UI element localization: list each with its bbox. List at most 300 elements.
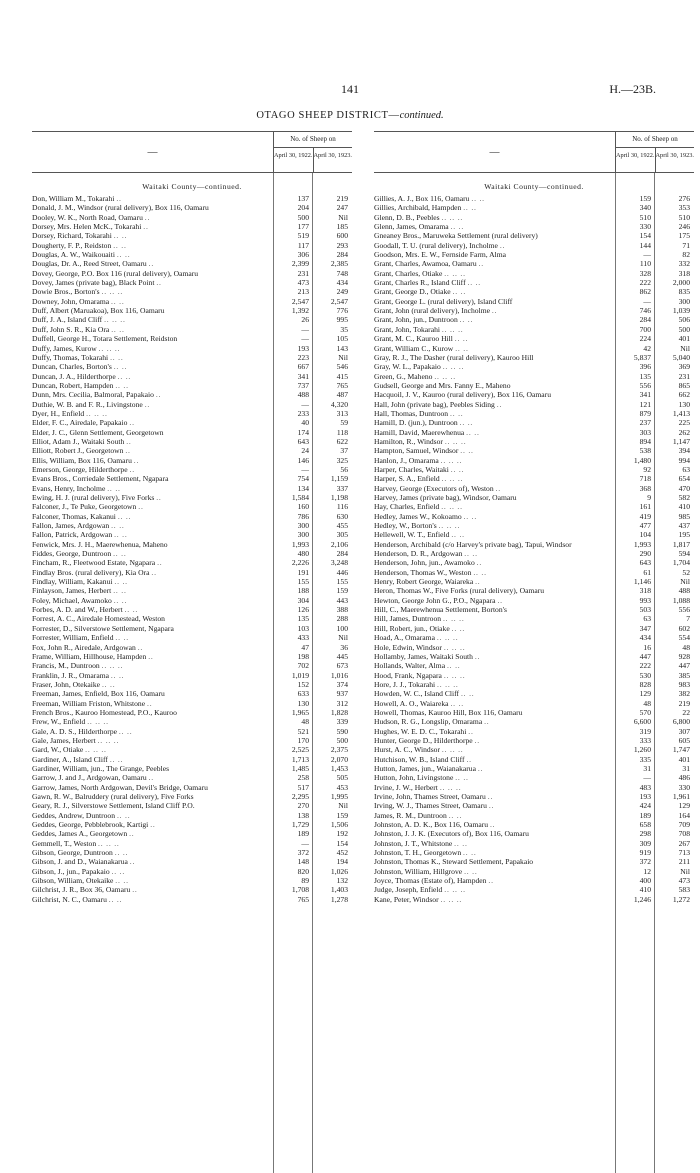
sheep-1922: 510 [639,212,651,222]
table-row [32,773,352,782]
table-row [374,259,694,268]
sheep-1922: 31 [643,763,651,773]
owner-text: Forrester, D., Silverstowe Settlement, Ngapara [32,623,174,633]
leader-dots: .. .. .. [444,268,466,278]
owner-name [374,614,616,623]
sheep-1923: 713 [678,848,690,858]
table-row [374,699,694,708]
sheep-1923: 300 [678,296,690,306]
sheep-1922: 144 [639,240,651,250]
leader-dots: .. .. [463,848,477,858]
owner-name [32,614,274,623]
leader-dots: .. [144,399,151,409]
leader-dots: .. [143,222,149,232]
leader-dots: .. .. .. [87,717,109,727]
table-row [32,512,352,521]
sheep-1922: 488 [297,390,309,400]
sheep-1922: 126 [297,605,309,615]
sheep-1923: 159 [336,586,348,596]
owner-name [374,699,616,708]
leader-dots: .. [126,436,132,446]
sheep-1923: 35 [340,324,348,334]
sheep-1922: 341 [297,371,309,381]
table-row [32,671,352,680]
owner-name [374,353,616,362]
leader-dots: .. [138,502,144,512]
owner-name [374,362,616,371]
sheep-1922: 1,480 [633,455,651,465]
sheep-1922: 24 [301,446,309,456]
owner-name [32,605,274,614]
owner-text: Hanlon, J., Omarama [374,455,439,465]
leader-dots: .. .. [464,866,478,876]
sheep-1922: 341 [639,390,651,400]
table-row [374,194,694,203]
sheep-1922: — [301,334,309,344]
sheep-1923: 52 [682,567,690,577]
table-row [374,577,694,586]
sheep-1923: 5,040 [672,352,690,362]
table-row [374,456,694,465]
owner-text: Findlay, William, Kakanui [32,577,113,587]
leader-dots: .. .. .. [442,614,465,624]
owner-text: Green, G., Maheno [374,371,433,381]
table-row [32,829,352,838]
sheep-1923: 415 [336,371,348,381]
owner-name [374,372,616,381]
owner-text: Evans Bros., Corriedale Settlement, Ngapara [32,474,169,484]
sheep-1923: 654 [678,474,690,484]
owner-text: Francis, M., Duntroon [32,661,100,671]
table-row [32,717,352,726]
owner-text: Grant, Charles R., Island Cliff [374,278,466,288]
owner-name [374,325,616,334]
sheep-1923: 267 [678,838,690,848]
leader-dots: .. .. [450,222,465,232]
leader-dots: .. [487,792,494,801]
owner-text: Dyer, H., Enfield [32,408,85,418]
sheep-1922: 213 [297,287,309,297]
leader-dots: .. .. [111,296,125,306]
sheep-1923: 708 [678,829,690,839]
owner-name [32,764,274,773]
sheep-1922: 177 [297,222,309,232]
sheep-1923: 1,995 [330,792,348,801]
owner-name [32,671,274,680]
leader-dots: .. .. .. [98,838,120,848]
owner-name [32,521,274,530]
owner-text: Gray, W. L., Papakaio [374,362,441,372]
sheep-1922: 48 [301,717,309,727]
sheep-1922: 92 [643,464,651,474]
sheep-1922: 135 [639,371,651,381]
owner-name [32,727,274,736]
owner-name [374,344,616,353]
owner-name [32,652,274,661]
table-row [374,895,694,904]
owner-text: Fox, John R., Airedale, Ardgowan [32,642,136,652]
sheep-1922: 138 [297,810,309,820]
table-row [32,848,352,857]
table-row [374,297,694,306]
owner-text: Hamill, David, Maerewhenua [374,427,465,437]
owner-text: Gard, W., Otiake [32,745,84,755]
sheep-1922: 862 [639,287,651,297]
sheep-1922: 530 [639,670,651,680]
owner-name [374,745,616,754]
owner-name [374,792,616,801]
table-row [32,885,352,894]
owner-text: Hedley, W., Borton's [374,521,437,531]
owner-name [32,540,274,549]
owner-text: Hoad, A., Omarama [374,633,435,643]
leader-dots: .. .. [110,670,125,680]
table-row [374,241,694,250]
sheep-1923: 318 [678,268,690,278]
sheep-1923: 2,070 [330,754,348,764]
table-row [32,353,352,362]
leader-dots: .. .. [450,408,464,418]
leader-dots: .. .. .. [441,502,463,512]
sheep-1923: 401 [678,334,690,344]
owner-text: Gardiner, A., Island Cliff [32,754,108,764]
sheep-1922: 198 [297,651,309,661]
leader-dots: .. .. [116,810,131,820]
sheep-1922: 258 [297,773,309,783]
sheep-1923: 195 [678,530,690,540]
owner-name [374,857,616,866]
owner-text: Frame, William, Hillhouse, Hampden [32,651,147,661]
owner-text: Hay, Charles, Enfield [374,502,440,512]
owner-text: Grant, M. C., Kauroo Hill [374,334,453,344]
owner-name [374,689,616,698]
owner-text: Goodall, T. U. (rural delivery), Incholme [374,240,498,250]
owner-name [32,353,274,362]
leader-dots: .. .. .. [443,642,466,652]
owner-text: Geddes, Andrew, Duntroon [32,810,116,820]
owner-text: Glenn, D. B., Peebles [374,212,440,222]
sheep-1923: 71 [682,240,690,250]
table-row [32,708,352,717]
owner-text: Gale, James, Herbert [32,735,96,745]
owner-name [32,773,274,782]
owner-name [374,549,616,558]
owner-name [374,885,616,894]
table-row [374,306,694,315]
sheep-1923: 185 [336,222,348,232]
sheep-1923: 1,506 [330,820,348,830]
sheep-1923: 154 [336,838,348,848]
owner-name [32,839,274,848]
owner-text: Fallon, James, Ardgowan [32,521,110,531]
sheep-1922: 1,965 [291,707,309,717]
owner-name [32,315,274,324]
leader-dots: .. .. .. [101,287,124,297]
sheep-1922: 1,392 [291,306,309,316]
leader-dots: .. .. .. [441,474,464,484]
sheep-1922: — [301,464,309,474]
sheep-1922: 193 [639,792,651,801]
sheep-1922: 48 [643,698,651,708]
sheep-1923: 82 [682,250,690,260]
owner-text: Johnston, Thomas K., Steward Settlement, Papakaio [374,857,534,867]
owner-text: Hill, C., Maerewhenua Settlement, Borton's [374,605,507,615]
sheep-1922: 746 [639,306,651,316]
sheep-1923: 1,747 [672,745,690,755]
sheep-1923: 36 [340,642,348,652]
owner-text: Gilchrist, J. R., Box 36, Oamaru [32,885,131,895]
table-row [32,400,352,409]
owner-text: Geddes, James A., Georgetown [32,829,128,839]
table-row [374,231,694,240]
table-row [32,502,352,511]
table-row [32,586,352,595]
sheep-1922: 135 [297,614,309,624]
table-row [32,745,352,754]
page-number: 141 [341,82,359,96]
sheep-1922: 786 [297,511,309,521]
sheep-1922: 424 [639,801,651,811]
owner-name [374,736,616,745]
sheep-1923: 446 [336,567,348,577]
sheep-1923: 556 [678,605,690,615]
table-row [32,596,352,605]
table-row [32,876,352,885]
table-row [32,811,352,820]
owner-text: Garrow, J. and J., Ardgowan, Oamaru [32,773,147,783]
sheep-1923: 605 [678,735,690,745]
sheep-1923: 118 [336,427,348,437]
sheep-1922: 129 [639,689,651,699]
owner-name [32,633,274,642]
sheep-1922: 658 [639,820,651,830]
owner-text: Evans, Henry, Incholme [32,483,106,493]
owner-text: Johnston, William, Hillgrove [374,866,463,876]
sheep-1923: 622 [336,436,348,446]
owner-name [32,400,274,409]
sheep-1923: 143 [336,343,348,353]
sheep-1922: 2,226 [291,558,309,568]
sheep-1922: 521 [297,726,309,736]
table-row [32,269,352,278]
sheep-1923: 1,817 [672,539,690,549]
owner-name [374,839,616,848]
sheep-1922: 26 [301,315,309,325]
sheep-1923: 554 [678,633,690,643]
owner-name [374,418,616,427]
owner-name [32,530,274,539]
table-row [374,353,694,362]
owner-text: Hamilton, R., Windsor [374,436,443,446]
leader-dots: .. .. .. [437,679,459,689]
owner-name [374,624,616,633]
owner-text: Dorsey, Mrs. Helen McK., Tokarahi [32,222,142,232]
owner-text: Downey, John, Omarama [32,296,110,306]
sheep-1923: 48 [682,642,690,652]
leader-dots: .. [474,651,481,661]
leader-dots: .. [495,483,501,493]
leader-dots: .. .. .. [440,455,463,465]
sheep-1923: 175 [678,231,690,241]
name-column-header: — [489,146,500,158]
sheep-1923: Nil [338,801,348,811]
leader-dots: .. [477,763,484,773]
owner-text: Gawn, R. W., Balruddery (rural delivery), Five Forks [32,792,194,801]
table-row [374,876,694,885]
leader-dots: .. .. [454,838,468,848]
leader-dots: .. .. .. [441,212,464,222]
leader-dots: .. [148,773,154,783]
sheep-1923: 1,453 [330,763,348,773]
table-row [374,409,694,418]
sheep-1923: 2,375 [330,745,348,755]
sheep-1923: 995 [336,315,348,325]
sheep-1923: 447 [678,661,690,671]
name-column-header: — [147,146,158,158]
table-row [374,717,694,726]
sheep-1923: 194 [336,857,348,867]
table-row [374,493,694,502]
owner-text: Henry, Robert George, Waiareka [374,577,474,587]
owner-text: Duff, Albert (Maruakoa), Box 116, Oamaru [32,306,165,316]
table-row [374,652,694,661]
owner-name [32,661,274,670]
sheep-1923: 983 [678,679,690,689]
sheep-1923: 583 [678,885,690,895]
sheep-1923: 488 [678,586,690,596]
sheep-1922: 754 [297,474,309,484]
sheep-1922: 340 [639,203,651,213]
sheep-1923: 2,000 [672,278,690,288]
owner-name [374,231,616,240]
owner-name [32,586,274,595]
leader-dots: .. [150,820,156,830]
owner-name [374,259,616,268]
leader-dots: .. [148,259,155,269]
owner-text: Falconer, Thomas, Kakanui [32,511,116,521]
owner-text: Howell, A. O., Waiareka [374,698,449,708]
sheep-1923: 2,106 [330,539,348,549]
sheep-1922: 104 [639,530,651,540]
table-row [32,755,352,764]
sheep-1923: Nil [338,352,348,362]
owner-text: Fraser, John, Otekaike [32,679,101,689]
table-row [374,315,694,324]
sheep-1922: 473 [297,278,309,288]
table-row [32,605,352,614]
leader-dots: .. .. [473,567,487,577]
leader-dots: .. .. [111,324,125,334]
table-row [374,867,694,876]
sheep-1922: 538 [639,446,651,456]
owner-text: Johnston, A. D. K., Box 116, Oamaru [374,820,489,830]
table-row [32,493,352,502]
table-row [374,773,694,782]
leader-dots: .. [151,567,157,577]
owner-name [374,474,616,483]
sheep-1922: — [643,296,651,306]
leader-dots: .. [499,240,506,250]
sheep-1922: 40 [301,418,309,428]
owner-name [32,792,274,801]
section-heading: Waitaki County—continued. [484,182,584,191]
owner-name [32,857,274,866]
owner-name [374,586,616,595]
owner-text: French Bros., Kauroo Homestead, P.O., Kauroo [32,707,177,717]
leader-dots: .. .. .. [98,343,121,353]
owner-name [32,409,274,418]
sheep-1923: 500 [678,324,690,334]
sheep-1923: 3,248 [330,558,348,568]
sheep-1923: 374 [336,679,348,689]
table-row [32,736,352,745]
table-row [374,428,694,437]
owner-text: Hill, Robert, jun., Otiake [374,623,450,633]
table-row [32,287,352,296]
table-row [32,530,352,539]
owner-name [374,755,616,764]
sheep-1922: 134 [297,483,309,493]
owner-text: Fiddes, George, Duntroon [32,549,112,559]
owner-name [32,549,274,558]
sheep-1923: 748 [336,268,348,278]
sheep-1922: — [643,250,651,260]
owner-text: Forrester, William, Enfield [32,633,114,643]
table-row [32,446,352,455]
leader-dots: .. .. [111,521,125,531]
sheep-1922: 372 [639,857,651,867]
sheep-1923: 1,278 [330,894,348,904]
table-row [32,372,352,381]
sheep-1922: 333 [639,735,651,745]
table-row [374,736,694,745]
owner-text: Duffy, Thomas, Tokarahi [32,352,109,362]
table-row [32,390,352,399]
sheep-1922: 330 [639,222,651,232]
sheep-1922: 233 [297,408,309,418]
owner-name [32,437,274,446]
owner-text: Geary, R. J., Silverstowe Settlement, Island Cliff P.O. [32,801,195,811]
owner-name [374,633,616,642]
sheep-1923: 434 [336,278,348,288]
owner-name [32,287,274,296]
sheep-1923: 835 [678,287,690,297]
title-main: OTAGO SHEEP DISTRICT— [256,110,400,121]
owner-name [32,502,274,511]
leader-dots: .. .. [118,726,133,736]
owner-name [374,671,616,680]
sheep-1922: 433 [297,633,309,643]
sheep-1923: 506 [678,315,690,325]
leader-dots: .. .. [450,698,464,708]
sheep-1922: 224 [639,334,651,344]
sheep-1923: 487 [336,390,348,400]
sheep-1922: 154 [639,231,651,241]
owner-name [32,680,274,689]
sheep-1923: 276 [678,194,690,203]
sheep-1922: 335 [639,754,651,764]
owner-text: Henderson, Thomas W., Weston [374,567,472,577]
sheep-1922: 47 [301,642,309,652]
owner-text: Duncan, Charles, Borton's [32,362,112,372]
owner-name [374,829,616,838]
leader-dots: .. [466,754,472,764]
table-row [374,484,694,493]
owner-text: Gillies, Archibald, Hampden [374,203,462,213]
owner-name [374,558,616,567]
sheep-1922: 1,260 [633,745,651,755]
sheep-1922: 193 [297,343,309,353]
